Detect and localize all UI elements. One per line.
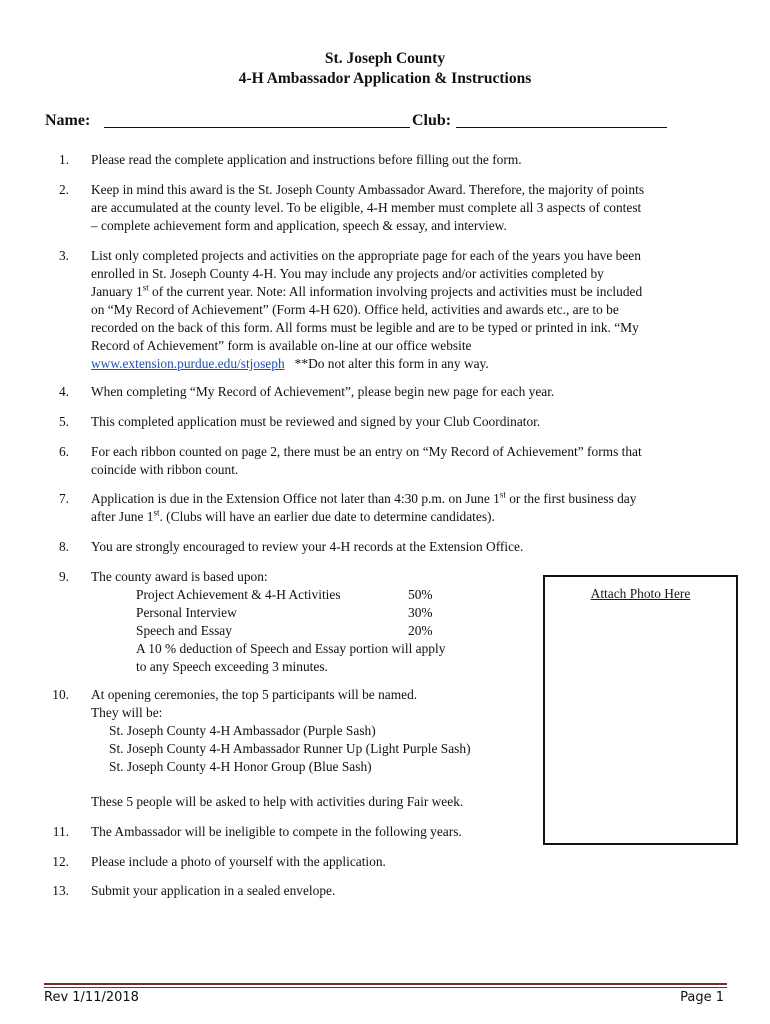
item-number: 7. [58, 491, 69, 506]
item-text: after June 1st. (Clubs will have an earlier due date to determine candidates). [91, 507, 495, 524]
item-text: For each ribbon counted on page 2, there must be an entry on “My Record of Achievement” forms that [91, 444, 642, 459]
item-text: Submit your application in a sealed envelope. [91, 883, 336, 898]
item-text: Application is due in the Extension Office not later than 4:30 p.m. on June 1st or the first business day [91, 489, 637, 506]
item-text: Please read the complete application and instructions before filling out the form. [91, 152, 522, 167]
page-number: Page 1 [680, 990, 724, 1005]
item-number: 2. [58, 182, 69, 197]
item-number: 11. [52, 824, 69, 839]
document-title: 4-H Ambassador Application & Instructions [238, 70, 532, 87]
website-link[interactable]: www.extension.purdue.edu/stjoseph [91, 356, 285, 371]
item-text: on “My Record of Achievement” (Form 4-H 620). Office held, activities and awards etc., are to be [91, 302, 619, 317]
footer-divider [44, 987, 727, 988]
revision-date: Rev 1/11/2018 [44, 990, 139, 1005]
item-text: The county award is based upon: [91, 569, 268, 584]
criteria-row: Speech and Essay 20% [136, 623, 433, 638]
item-text: **Do not alter this form in any way. [284, 356, 489, 371]
closing-note: These 5 people will be asked to help with activities during Fair week. [91, 794, 464, 809]
honors-list [109, 722, 471, 776]
item-number: 9. [58, 569, 69, 584]
item-text: Record of Achievement” form is available on-line at our office website [91, 338, 472, 353]
honor-entry: St. Joseph County 4-H Ambassador (Purple Sash) [109, 723, 376, 738]
club-label: Club: [412, 112, 452, 129]
item-text: January 1st of the current year. Note: All information involving projects and activities must be included [91, 282, 643, 299]
criteria-row: Personal Interview 30% [136, 605, 433, 620]
item-text: Please include a photo of yourself with the application. [91, 854, 386, 869]
county-title: St. Joseph County [324, 50, 446, 67]
deduction-note: to any Speech exceeding 3 minutes. [136, 659, 328, 674]
item-text: recorded on the back of this form. All forms must be legible and are to be typed or printed in ink. “My [91, 320, 639, 335]
item-text: List only completed projects and activities on the appropriate page for each of the years you have been [91, 248, 641, 263]
photo-box[interactable] [543, 575, 738, 845]
criteria-row: Project Achievement & 4-H Activities 50% [136, 587, 433, 602]
item-number: 4. [58, 384, 69, 399]
item-text: are accumulated at the county level. To be eligible, 4-H member must complete all 3 aspects of contest [91, 200, 642, 215]
honor-entry: St. Joseph County 4-H Honor Group (Blue Sash) [109, 759, 372, 774]
item-text: – complete achievement form and application, speech & essay, and interview. [91, 218, 507, 233]
item-number: 10. [52, 687, 69, 702]
item-number: 13. [52, 883, 69, 898]
item-text: At opening ceremonies, the top 5 participants will be named. [91, 687, 418, 702]
item-text: You are strongly encouraged to review your 4-H records at the Extension Office. [91, 539, 524, 554]
item-text: They will be: [91, 705, 163, 720]
club-field[interactable] [456, 127, 667, 128]
footer-divider [44, 983, 727, 985]
name-field[interactable] [104, 127, 410, 128]
item-number: 8. [58, 539, 69, 554]
photo-label: Attach Photo Here [590, 586, 691, 601]
item-number: 3. [58, 248, 69, 263]
item-number: 6. [58, 444, 69, 459]
item-text: This completed application must be reviewed and signed by your Club Coordinator. [91, 414, 541, 429]
item-text: The Ambassador will be ineligible to compete in the following years. [91, 824, 462, 839]
criteria-list [136, 586, 536, 676]
deduction-note: A 10 % deduction of Speech and Essay portion will apply [136, 641, 446, 656]
name-label: Name: [45, 112, 91, 129]
item-number: 1. [58, 152, 69, 167]
item-number: 5. [58, 414, 69, 429]
item-text: When completing “My Record of Achievement”, please begin new page for each year. [91, 384, 555, 399]
honor-entry: St. Joseph County 4-H Ambassador Runner Up (Light Purple Sash) [109, 741, 471, 756]
item-text: enrolled in St. Joseph County 4-H. You may include any projects and/or activities completed by [91, 266, 604, 281]
item-text: coincide with ribbon count. [91, 462, 239, 477]
item-text: Keep in mind this award is the St. Joseph County Ambassador Award. Therefore, the majority of points [91, 182, 645, 197]
item-number: 12. [52, 854, 69, 869]
